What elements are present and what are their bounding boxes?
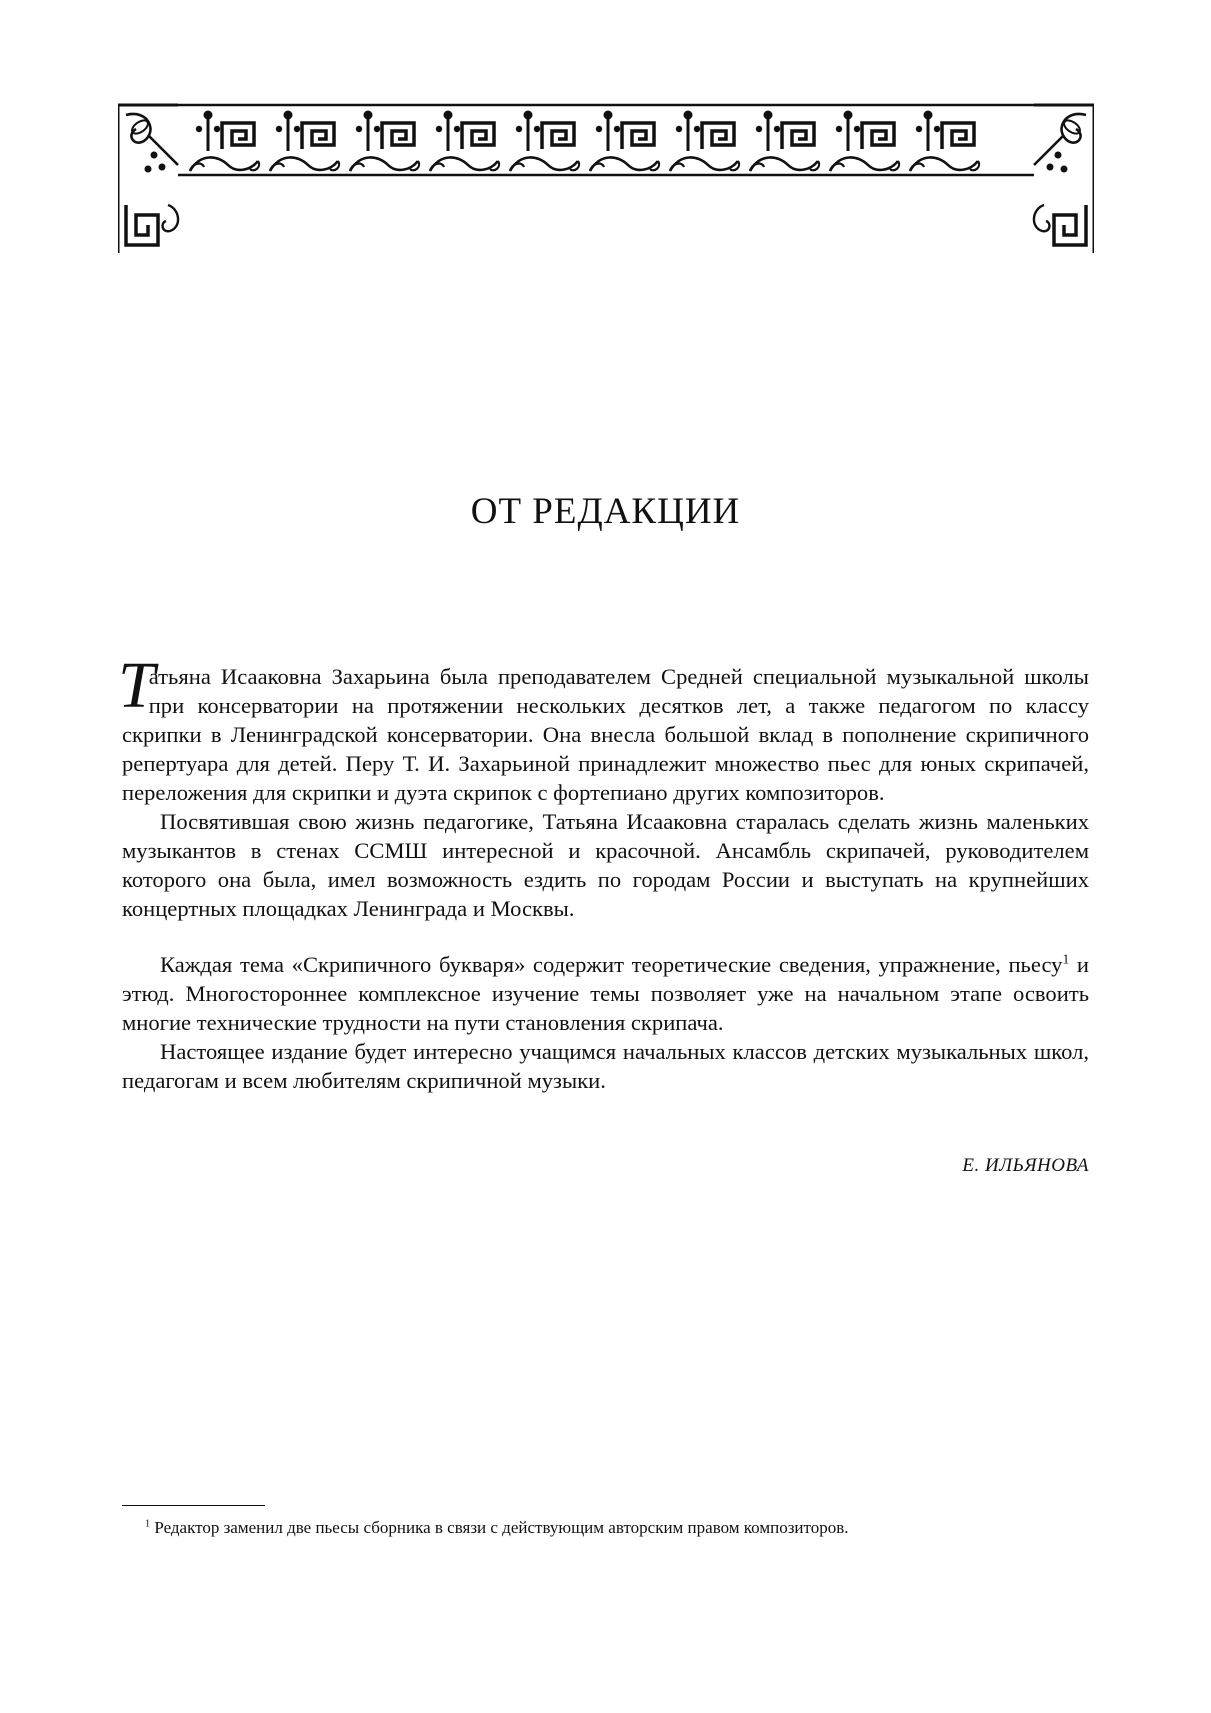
page-title: ОТ РЕДАКЦИИ xyxy=(470,491,741,532)
article-body xyxy=(118,649,1089,1095)
drop-cap-letter: Т xyxy=(118,649,147,722)
paragraph-3-text-b: и этюд. Многостороннее комплексное изучение темы позволяет уже на начальном этапе освоить многие технические трудности на пути становления скрипача. xyxy=(122,952,1089,1035)
footnote-mark: 1 xyxy=(145,1518,151,1530)
paragraph-1-text: атьяна Исааковна Захарьина была преподавателем Средней специальной музыкальной школы при консерватории на протяжении нескольких десятков лет, а также педагогом по классу скрипки в Ленинградской консерватории. Она внесла большой вклад в пополнение скрипичного репертуара для детей. Перу Т. И. Захарьиной принадлежит множество пьес для юных скрипачей, переложения для скрипки и дуэта скрипок с фортепиано других композиторов. xyxy=(122,664,1089,805)
paragraph-2: Посвятившая свою жизнь педагогике, Татьяна Исааковна старалась сделать жизнь маленьких музыкантов в стенах ССМШ интересной и красочной. Ансамбль скрипачей, руководителем которого она была, имел возможность ездить по городам России и выступать на крупнейших концертных площадках Ленинграда и Москвы. xyxy=(122,809,1089,921)
author-signature: Е. ИЛЬЯНОВА xyxy=(962,1155,1089,1176)
footnote xyxy=(145,1518,1085,1538)
footnote-text: Редактор заменил две пьесы сборника в связи с действующим авторским правом композиторов. xyxy=(150,1518,849,1537)
paragraph-3-text-a: Каждая тема «Скрипичного букваря» содержит теоретические сведения, упражнение, пьесу xyxy=(160,952,1063,977)
footnote-divider xyxy=(122,1505,265,1506)
paragraph-3 xyxy=(122,950,1089,1037)
decorative-header-ornament xyxy=(118,103,1094,253)
paragraph-intro xyxy=(118,649,1089,807)
footnote-reference: 1 xyxy=(1062,951,1070,967)
paragraph-4: Настоящее издание будет интересно учащимся начальных классов детских музыкальных школ, педагогам и всем любителям скрипичной музыки. xyxy=(122,1039,1089,1093)
